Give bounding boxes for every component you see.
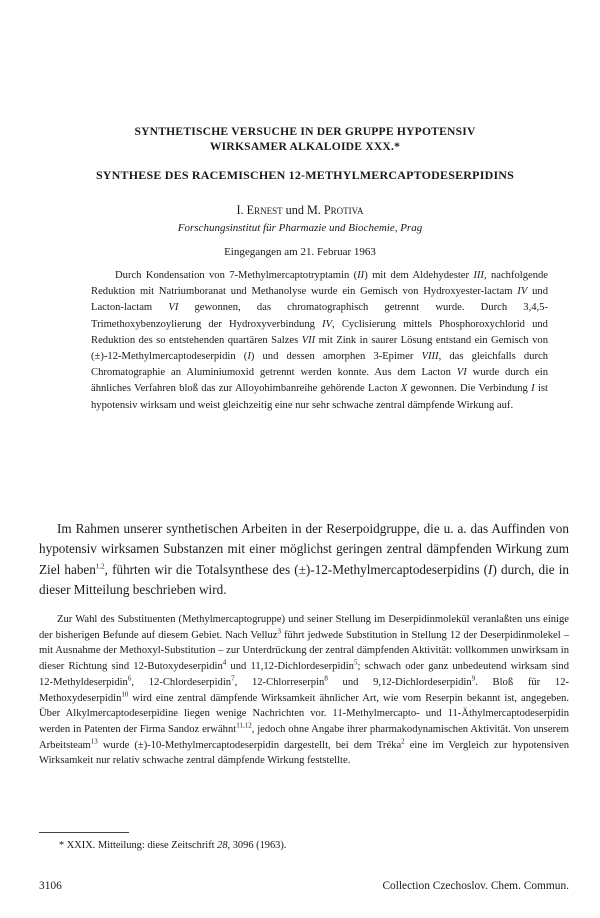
affiliation: Forschungsinstitut für Pharmazie und Biochemie, Prag <box>177 222 423 234</box>
article-subtitle: SYNTHESE DES RACEMISCHEN 12-METHYLMERCAPTODESERPIDINS <box>95 168 515 182</box>
footnote-rule <box>39 832 129 833</box>
article-title-line-1: SYNTHETISCHE VERSUCHE IN DER GRUPPE HYPOTENSIV <box>134 125 476 138</box>
journal-name: Collection Czechoslov. Chem. Commun. <box>382 880 569 892</box>
article-title-line-2: WIRKSAMER ALKALOIDE XXX.* <box>209 140 401 153</box>
body-paragraph: Zur Wahl des Substituenten (Methylmercaptogruppe) und seiner Stellung im Deserpidinmolekül veranlaßten uns einige der bisherigen Befunde auf diesem Gebiet. Nach Velluz$^3$ führt jedwede Substitution in Stellung 12 der Deserpidinmolekel – mit Ausnahme der Methoxyl-Substitution – zur Unterdrückung der zentral dämpfenden Aktivität: vollkommen unwirksam in dieser Richtung sind 12-Butoxydeserpidin$^4$ und 11,12-Dichlordeserpidin$^5$; schwach oder ganz unbedeutend wirksam sind 12-Methyldeserpidin$^6$, 12-Chlordeserpidin$^7$, 12-Chlorreserpin$^8$ und 9,12-Dichlordeserpidin$^9$. Bloß für 12-Methoxydeserpidin$^{10}$ wird eine zentral dämpfende Wirksamkeit ähnlicher Art, wie vom Reserpin bekannt ist, angegeben. Über Alkylmercaptodeserpidine liegen wenige Nachrichten vor. 11-Methylmercapto- und 11-Äthylmercaptodeserpidin werden in Patenten der Firma Sandoz erwähnt$^{11,12}$, jedoch ohne Angabe ihrer pharmakodynamischen Aktivität. Von unserem Arbeitsteam$^{13}$ wurde (±)-10-Methylmercaptodeserpidin dargestellt, bei dem Tréka$^2$ eine im Vergleich zur hypotensiven Wirksamkeit nur relativ schwache zentral dämpfende Wirkung feststellte. <box>39 614 570 767</box>
page-number: 3106 <box>39 880 62 892</box>
author-ernest: I. Ernest <box>236 203 283 217</box>
abstract: Durch Kondensation von 7-Methylmercaptotryptamin (II) mit dem Aldehydester III, nachfolgende Reduktion mit Natriumboranat und Methanolyse wurde ein Gemisch von Hydroxyester-lactam IV und Lacton-lactam VI gewonnen, das chromatographisch getrennt wurde. Durch 3,4,5-Trimethoxybenzoylierung der Hydroxyverbindung IV, Cyclisierung mittels Phosphoroxychlorid und Reduktion des so entstehenden quartären Salzes VII mit Zink in saurer Lösung entstand ein Gemisch von (±)-12-Methylmercaptodeserpidin (I) und dessen amorphen 3-Epimer VIII, das gleichfalls durch Chromatographie an Aluminiumoxid getrennt werden konnte. Aus dem Lacton VI wurde durch ein ähnliches Verfahren bloß das zur Alloyohimbanreihe gehörende Lacton X gewonnen. Die Verbindung I ist hypotensiv wirksam und weist gleichzeitig eine nur sehr schwache zentral dämpfende Wirkung auf. <box>91 270 549 411</box>
footnote: * XXIX. Mitteilung: diese Zeitschrift 28, 3096 (1963). <box>59 840 287 851</box>
received-date: Eingegangen am 21. Februar 1963 <box>224 246 376 258</box>
author-line <box>0 203 600 218</box>
author-conjunction: und <box>285 203 304 217</box>
author-protiva: M. Protiva <box>306 203 364 217</box>
introduction-paragraph: Im Rahmen unserer synthetischen Arbeiten in der Reserpoidgruppe, die u. a. das Auffinden von hypotensiv wirksamen Substanzen mit einer möglichst geringen zentral dämpfenden Wirkung zum Ziel haben$^{1,2}$, führten wir die Totalsynthese des (±)-12-Methylmercaptodeserpidins (I) durch, die in dieser Mitteilung beschrieben wird. <box>39 521 569 597</box>
